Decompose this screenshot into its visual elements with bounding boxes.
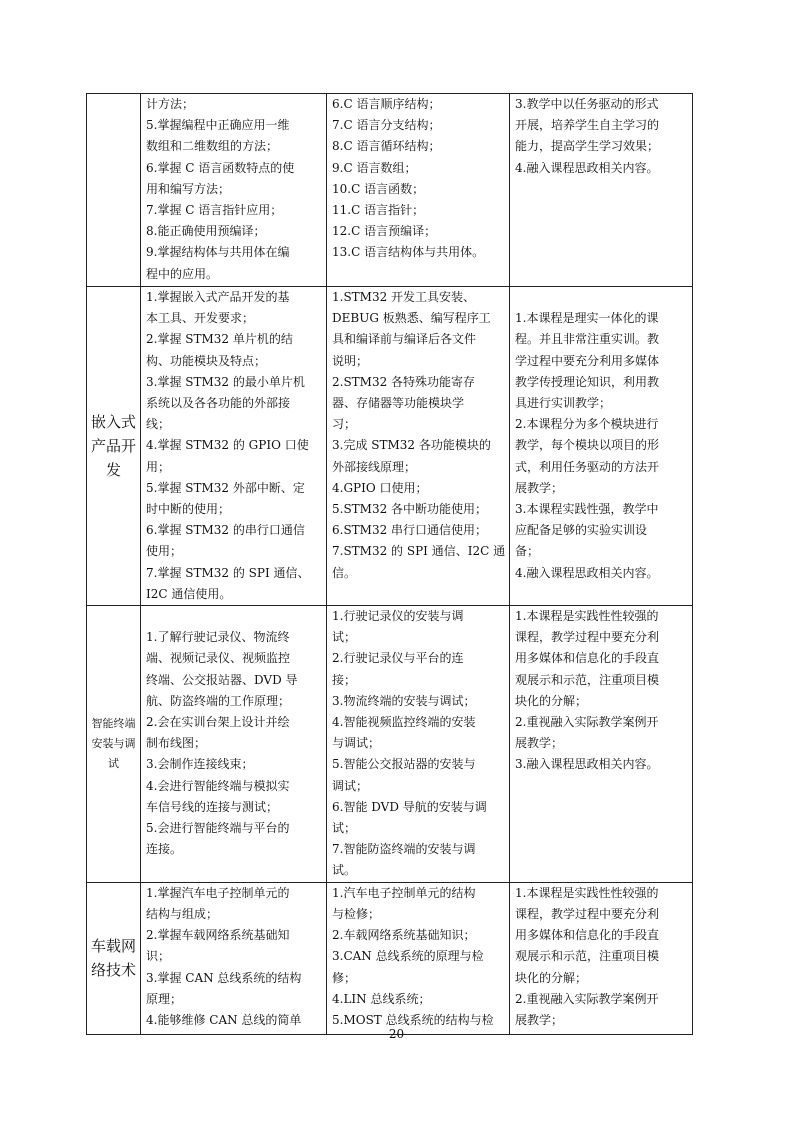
cell-line: 2.STM32 各特殊功能寄存	[332, 374, 476, 389]
cell-line: 与检修；	[332, 906, 381, 921]
table-row	[87, 882, 693, 1034]
cell-line: 展教学；	[515, 480, 564, 495]
contents-cell	[327, 287, 510, 606]
cell-line: 教学，每个模块以项目的形	[515, 438, 660, 453]
cell-line: 端、视频记录仪、视频监控	[146, 651, 291, 666]
cell-line: 6.C 语言顺序结构；	[332, 97, 441, 111]
cell-line: 使用；	[146, 544, 183, 559]
cell-line: 2.掌握 STM32 单片机的结	[146, 332, 293, 347]
cell-line: 块化的分解；	[515, 693, 588, 708]
cell-line: 2.掌握车载网络系统基础知	[146, 928, 290, 943]
cell-line: 1.掌握汽车电子控制单元的	[146, 885, 290, 900]
cell-line: 8.C 语言循环结构；	[332, 139, 441, 154]
cell-line: 7.STM32 的 SPI 通信、I2C 通	[332, 544, 506, 559]
cell-line: 5.掌握编程中正确应用一维	[146, 118, 290, 133]
table-row	[87, 94, 693, 287]
cell-line: 调试；	[332, 778, 369, 793]
cell-line: 习；	[332, 417, 357, 432]
cell-line: 结构与组成；	[146, 906, 219, 921]
cell-line: 信。	[332, 565, 357, 580]
cell-line: 4.GPIO 口使用；	[332, 480, 428, 495]
cell-line: 2.车载网络系统基础知识；	[332, 928, 476, 943]
table-row	[87, 287, 693, 606]
cell-line: 展教学；	[515, 736, 564, 751]
cell-line: 航、防盗终端的工作原理；	[146, 693, 291, 708]
cell-line: 4.能够维修 CAN 总线的简单	[146, 1012, 302, 1027]
cell-line: 说明；	[332, 353, 369, 368]
cell-line: 4.LIN 总线系统；	[332, 991, 431, 1006]
contents-cell	[327, 606, 510, 883]
cell-line: 3.物流终端的安装与调试；	[332, 693, 476, 708]
cell-line: 用和编写方法；	[146, 181, 231, 196]
cell-line: 原理；	[146, 991, 183, 1006]
cell-line: 1.了解行驶记录仪、物流终	[146, 630, 290, 645]
cell-line: 时中断的使用；	[146, 502, 231, 517]
cell-line: 3.掌握 STM32 的最小单片机	[146, 374, 305, 389]
cell-line: 线；	[146, 417, 171, 432]
cell-line: 13.C 语言结构体与共用体。	[332, 245, 485, 260]
cell-line: 1.本课程是实践性性较强的	[515, 885, 659, 900]
cell-line: 1.STM32 开发工具安装、	[332, 290, 476, 304]
objectives-cell	[141, 882, 327, 1034]
cell-line: 式，利用任务驱动的方法开	[515, 459, 660, 474]
cell-line: 6.掌握 C 语言函数特点的使	[146, 160, 295, 175]
page-number: 20	[388, 1027, 405, 1041]
cell-line: 程。并且非常注重实训。教	[515, 332, 660, 347]
course-name: 嵌入式产品开发	[91, 413, 137, 480]
cell-line: 5.MOST 总线系统的结构与检	[332, 1012, 494, 1027]
cell-line: DEBUG 板熟悉、编写程序工	[332, 311, 491, 326]
cell-line: 试；	[332, 630, 357, 645]
cell-line: 3.CAN 总线系统的原理与检	[332, 949, 484, 964]
cell-line: 4.掌握 STM32 的 GPIO 口使	[146, 438, 309, 453]
cell-line: 7.智能防盗终端的安装与调	[332, 842, 476, 857]
cell-line: 9.C 语言数组；	[332, 160, 417, 175]
cell-line: 能力，提高学生学习效果；	[515, 139, 660, 154]
cell-line: 5.智能公交报站器的安装与	[332, 757, 476, 772]
contents-cell	[327, 94, 510, 287]
cell-line: 3.本课程实践性强，教学中	[515, 502, 659, 517]
cell-line: 连接。	[146, 842, 183, 857]
requirements-cell	[510, 94, 693, 287]
cell-line: 系统以及各各功能的外部接	[146, 396, 291, 411]
cell-line: 修；	[332, 970, 357, 985]
requirements-cell	[510, 606, 693, 883]
cell-line: 4.会进行智能终端与模拟实	[146, 778, 290, 793]
cell-line: 外部接线原理；	[332, 459, 417, 474]
cell-line: 2.会在实训台架上设计并绘	[146, 715, 290, 730]
cell-line: 3.教学中以任务驱动的形式	[515, 97, 659, 111]
course-name-cell	[87, 882, 141, 1034]
course-name: 车载网络技术	[91, 937, 137, 980]
cell-line: 备；	[515, 544, 540, 559]
cell-line: 车信号线的连接与测试；	[146, 799, 279, 814]
cell-line: 7.掌握 STM32 的 SPI 通信、	[146, 565, 310, 580]
cell-line: 1.本课程是实践性性较强的	[515, 609, 659, 624]
cell-line: 7.掌握 C 语言指针应用；	[146, 203, 283, 218]
cell-line: 构、功能模块及特点；	[146, 353, 267, 368]
cell-line: 课程，教学过程中要充分利	[515, 906, 660, 921]
contents-cell	[327, 882, 510, 1034]
cell-line: 与调试；	[332, 736, 381, 751]
cell-line: 1.行驶记录仪的安装与调	[332, 609, 464, 624]
curriculum-table	[86, 93, 693, 1035]
cell-line: 程中的应用。	[146, 266, 219, 281]
course-name-cell	[87, 94, 141, 287]
course-name-cell	[87, 606, 141, 883]
course-name: 智能终端安装与调试	[91, 716, 136, 770]
cell-line: 展教学；	[515, 1012, 564, 1027]
cell-line: 应配备足够的实验实训设	[515, 523, 648, 538]
cell-line: 12.C 语言预编译；	[332, 224, 437, 239]
cell-line: 开展，培养学生自主学习的	[515, 118, 660, 133]
cell-line: 11.C 语言指针；	[332, 203, 425, 218]
course-name-cell	[87, 287, 141, 606]
cell-line: 7.C 语言分支结构；	[332, 118, 441, 133]
cell-line: 10.C 语言函数；	[332, 181, 425, 196]
cell-line: 用多媒体和信息化的手段直	[515, 928, 660, 943]
cell-line: 6.STM32 串行口通信使用；	[332, 523, 488, 538]
cell-line: 2.行驶记录仪与平台的连	[332, 651, 464, 666]
cell-line: 教学传授理论知识，利用教	[515, 374, 660, 389]
cell-line: I2C 通信使用。	[146, 586, 232, 601]
requirements-cell	[510, 882, 693, 1034]
cell-line: 3.融入课程思政相关内容。	[515, 757, 659, 772]
objectives-cell	[141, 606, 327, 883]
cell-line: 2.本课程分为多个模块进行	[515, 417, 659, 432]
cell-line: 终端、公交报站器、DVD 导	[146, 672, 298, 687]
cell-line: 3.完成 STM32 各功能模块的	[332, 438, 491, 453]
cell-line: 1.本课程是理实一体化的课	[515, 311, 659, 326]
cell-line: 接；	[332, 672, 357, 687]
cell-line: 课程，教学过程中要充分利	[515, 630, 660, 645]
cell-line: 本工具、开发要求；	[146, 311, 255, 326]
cell-line: 1.掌握嵌入式产品开发的基	[146, 290, 290, 304]
cell-line: 4.智能视频监控终端的安装	[332, 715, 476, 730]
cell-line: 制布线图；	[146, 736, 207, 751]
cell-line: 6.智能 DVD 导航的安装与调	[332, 799, 487, 814]
cell-line: 观展示和示范，注重项目模	[515, 672, 660, 687]
cell-line: 器、存储器等功能模块学	[332, 396, 465, 411]
cell-line: 6.掌握 STM32 的串行口通信	[146, 523, 305, 538]
cell-line: 5.会进行智能终端与平台的	[146, 821, 290, 836]
cell-line: 用多媒体和信息化的手段直	[515, 651, 660, 666]
cell-line: 试；	[332, 821, 357, 836]
requirements-cell	[510, 287, 693, 606]
cell-line: 2.重视融入实际教学案例开	[515, 991, 659, 1006]
cell-line: 学过程中要充分利用多媒体	[515, 353, 660, 368]
cell-line: 观展示和示范，注重项目模	[515, 949, 660, 964]
cell-line: 识；	[146, 949, 171, 964]
cell-line: 计方法；	[146, 97, 195, 111]
cell-line: 4.融入课程思政相关内容。	[515, 160, 659, 175]
cell-line: 5.STM32 各中断功能使用；	[332, 502, 488, 517]
objectives-cell	[141, 287, 327, 606]
cell-line: 具进行实训教学；	[515, 396, 612, 411]
cell-line: 5.掌握 STM32 外部中断、定	[146, 480, 305, 495]
cell-line: 试。	[332, 863, 357, 878]
cell-line: 8.能正确使用预编译；	[146, 224, 266, 239]
cell-line: 2.重视融入实际教学案例开	[515, 715, 659, 730]
cell-line: 4.融入课程思政相关内容。	[515, 565, 659, 580]
cell-line: 数组和二维数组的方法；	[146, 139, 279, 154]
cell-line: 具和编译前与编译后各文件	[332, 332, 477, 347]
cell-line: 1.汽车电子控制单元的结构	[332, 885, 476, 900]
cell-line: 9.掌握结构体与共用体在编	[146, 245, 290, 260]
cell-line: 用；	[146, 459, 171, 474]
cell-line: 3.掌握 CAN 总线系统的结构	[146, 970, 302, 985]
objectives-cell	[141, 94, 327, 287]
cell-line: 3.会制作连接线束；	[146, 757, 254, 772]
table-row	[87, 606, 693, 883]
cell-line: 块化的分解；	[515, 970, 588, 985]
